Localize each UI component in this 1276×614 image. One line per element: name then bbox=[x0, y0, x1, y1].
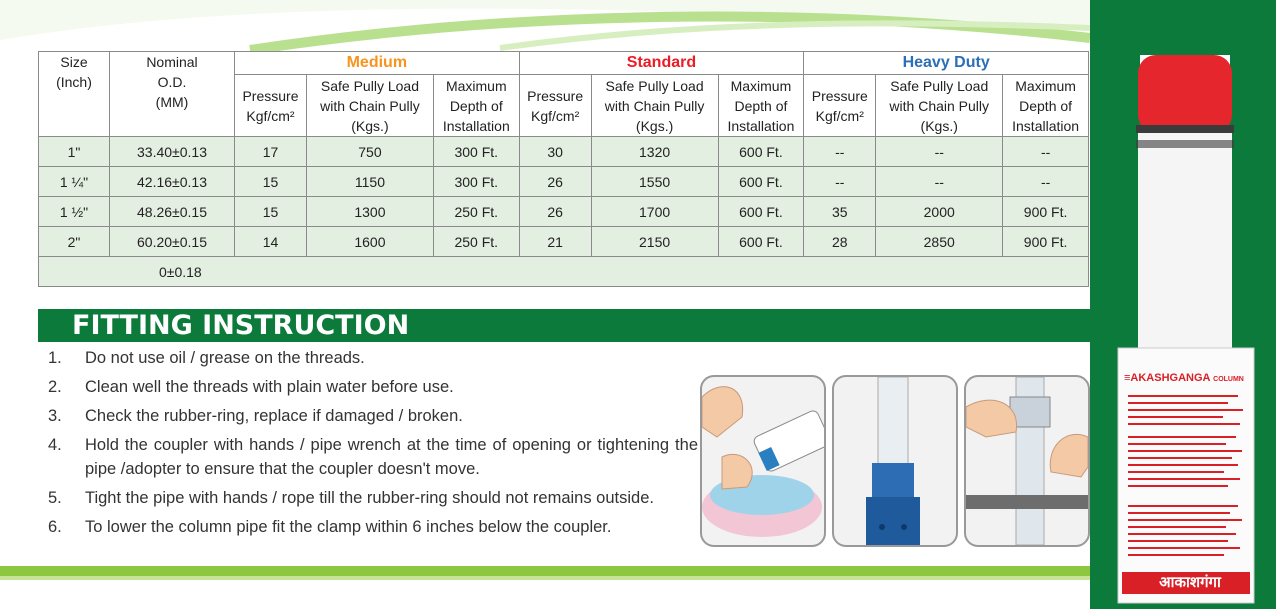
table-cell: 1600 bbox=[306, 227, 433, 257]
list-item-number: 2. bbox=[48, 378, 62, 396]
table-cell: 21 bbox=[519, 227, 591, 257]
depth-header: Maximum Depth of Installation bbox=[1003, 75, 1089, 137]
table-cell: 2150 bbox=[591, 227, 718, 257]
product-brand-label: ≡AKASHGANGA COLUMN bbox=[1124, 372, 1244, 384]
table-cell: 0±0.18 bbox=[39, 257, 1089, 287]
load-header: Safe Pully Load with Chain Pully (Kgs.) bbox=[306, 75, 433, 137]
list-item-text: Do not use oil / grease on the threads. bbox=[85, 349, 365, 367]
list-item bbox=[48, 375, 698, 399]
table-cell: 1320 bbox=[591, 137, 718, 167]
table-cell: 1300 bbox=[306, 197, 433, 227]
depth-header: Maximum Depth of Installation bbox=[718, 75, 804, 137]
table-cell: 1150 bbox=[306, 167, 433, 197]
table-cell: 26 bbox=[519, 167, 591, 197]
list-item bbox=[48, 486, 698, 510]
table-cell: 60.20±0.15 bbox=[110, 227, 235, 257]
group-medium: Medium bbox=[235, 52, 520, 75]
table-cell: 14 bbox=[235, 227, 307, 257]
product-panel bbox=[1090, 0, 1276, 609]
table-cell: 300 Ft. bbox=[433, 137, 519, 167]
load-header: Safe Pully Load with Chain Pully (Kgs.) bbox=[591, 75, 718, 137]
table-cell: 600 Ft. bbox=[718, 167, 804, 197]
cleaning-threads-illustration bbox=[700, 375, 826, 547]
table-cell: 48.26±0.15 bbox=[110, 197, 235, 227]
table-row bbox=[39, 227, 1089, 257]
table-cell: 1700 bbox=[591, 197, 718, 227]
pressure-header: Pressure Kgf/cm² bbox=[235, 75, 307, 137]
list-item-text: Hold the coupler with hands / pipe wrench at the time of opening or tightening the pipe /adopter to ensure that the coupler doesn't move. bbox=[85, 436, 698, 478]
list-item-number: 1. bbox=[48, 349, 62, 367]
table-row bbox=[39, 257, 1089, 287]
depth-header: Maximum Depth of Installation bbox=[433, 75, 519, 137]
list-item-text: Clean well the threads with plain water before use. bbox=[85, 378, 454, 396]
od-header: Nominal O.D. (MM) bbox=[110, 52, 235, 137]
table-cell: -- bbox=[876, 167, 1003, 197]
table-cell: 300 Ft. bbox=[433, 167, 519, 197]
hindi-brand-label: आकाशगंगा bbox=[1159, 573, 1221, 591]
table-cell: 28 bbox=[804, 227, 876, 257]
pressure-header: Pressure Kgf/cm² bbox=[519, 75, 591, 137]
table-cell: 2" bbox=[39, 227, 110, 257]
load-header: Safe Pully Load with Chain Pully (Kgs.) bbox=[876, 75, 1003, 137]
table-cell: 26 bbox=[519, 197, 591, 227]
list-item-number: 4. bbox=[48, 436, 62, 454]
instruction-list bbox=[48, 346, 698, 544]
list-item-number: 3. bbox=[48, 407, 62, 425]
table-cell: 1550 bbox=[591, 167, 718, 197]
list-item-text: Tight the pipe with hands / rope till the rubber-ring should not remains outside. bbox=[85, 489, 654, 507]
table-cell: 17 bbox=[235, 137, 307, 167]
list-item-number: 5. bbox=[48, 489, 62, 507]
table-cell: 750 bbox=[306, 137, 433, 167]
table-cell: -- bbox=[876, 137, 1003, 167]
list-item bbox=[48, 515, 698, 539]
table-row bbox=[39, 197, 1089, 227]
table-cell: -- bbox=[804, 167, 876, 197]
clamp-below-coupler-illustration bbox=[964, 375, 1090, 547]
table-cell: 33.40±0.13 bbox=[110, 137, 235, 167]
table-cell: -- bbox=[1003, 137, 1089, 167]
table-cell: 1 ½" bbox=[39, 197, 110, 227]
table-cell: 600 Ft. bbox=[718, 137, 804, 167]
table-cell: 42.16±0.13 bbox=[110, 167, 235, 197]
bottom-accent-bar-light bbox=[0, 576, 1090, 580]
table-cell: 900 Ft. bbox=[1003, 227, 1089, 257]
table-cell: 1 ¼" bbox=[39, 167, 110, 197]
table-row bbox=[39, 137, 1089, 167]
table-cell: 900 Ft. bbox=[1003, 197, 1089, 227]
fitting-instruction-title: FITTING INSTRUCTION bbox=[72, 310, 410, 341]
table-cell: 15 bbox=[235, 167, 307, 197]
table-cell: 15 bbox=[235, 197, 307, 227]
table-cell: 2850 bbox=[876, 227, 1003, 257]
table-cell: 250 Ft. bbox=[433, 227, 519, 257]
list-item-number: 6. bbox=[48, 518, 62, 536]
group-standard: Standard bbox=[519, 52, 804, 75]
column-pipe-image bbox=[1090, 0, 1276, 609]
spec-table bbox=[38, 51, 1089, 287]
group-heavy-duty: Heavy Duty bbox=[804, 52, 1089, 75]
bottom-accent-bar bbox=[0, 566, 1090, 576]
list-item bbox=[48, 404, 698, 428]
table-cell: 2000 bbox=[876, 197, 1003, 227]
table-cell: 250 Ft. bbox=[433, 197, 519, 227]
table-cell: 600 Ft. bbox=[718, 197, 804, 227]
table-row bbox=[39, 167, 1089, 197]
table-cell: 30 bbox=[519, 137, 591, 167]
pressure-header: Pressure Kgf/cm² bbox=[804, 75, 876, 137]
list-item bbox=[48, 433, 698, 481]
coupler-pipe-illustration bbox=[832, 375, 958, 547]
table-cell: -- bbox=[804, 137, 876, 167]
table-cell: 35 bbox=[804, 197, 876, 227]
table-cell: 1" bbox=[39, 137, 110, 167]
list-item-text: Check the rubber-ring, replace if damaged / broken. bbox=[85, 407, 463, 425]
list-item bbox=[48, 346, 698, 370]
table-cell: -- bbox=[1003, 167, 1089, 197]
size-header: Size (Inch) bbox=[39, 52, 110, 137]
table-cell: 600 Ft. bbox=[718, 227, 804, 257]
list-item-text: To lower the column pipe fit the clamp within 6 inches below the coupler. bbox=[85, 518, 612, 536]
brand-logo-mark: ≡ bbox=[1124, 372, 1131, 384]
